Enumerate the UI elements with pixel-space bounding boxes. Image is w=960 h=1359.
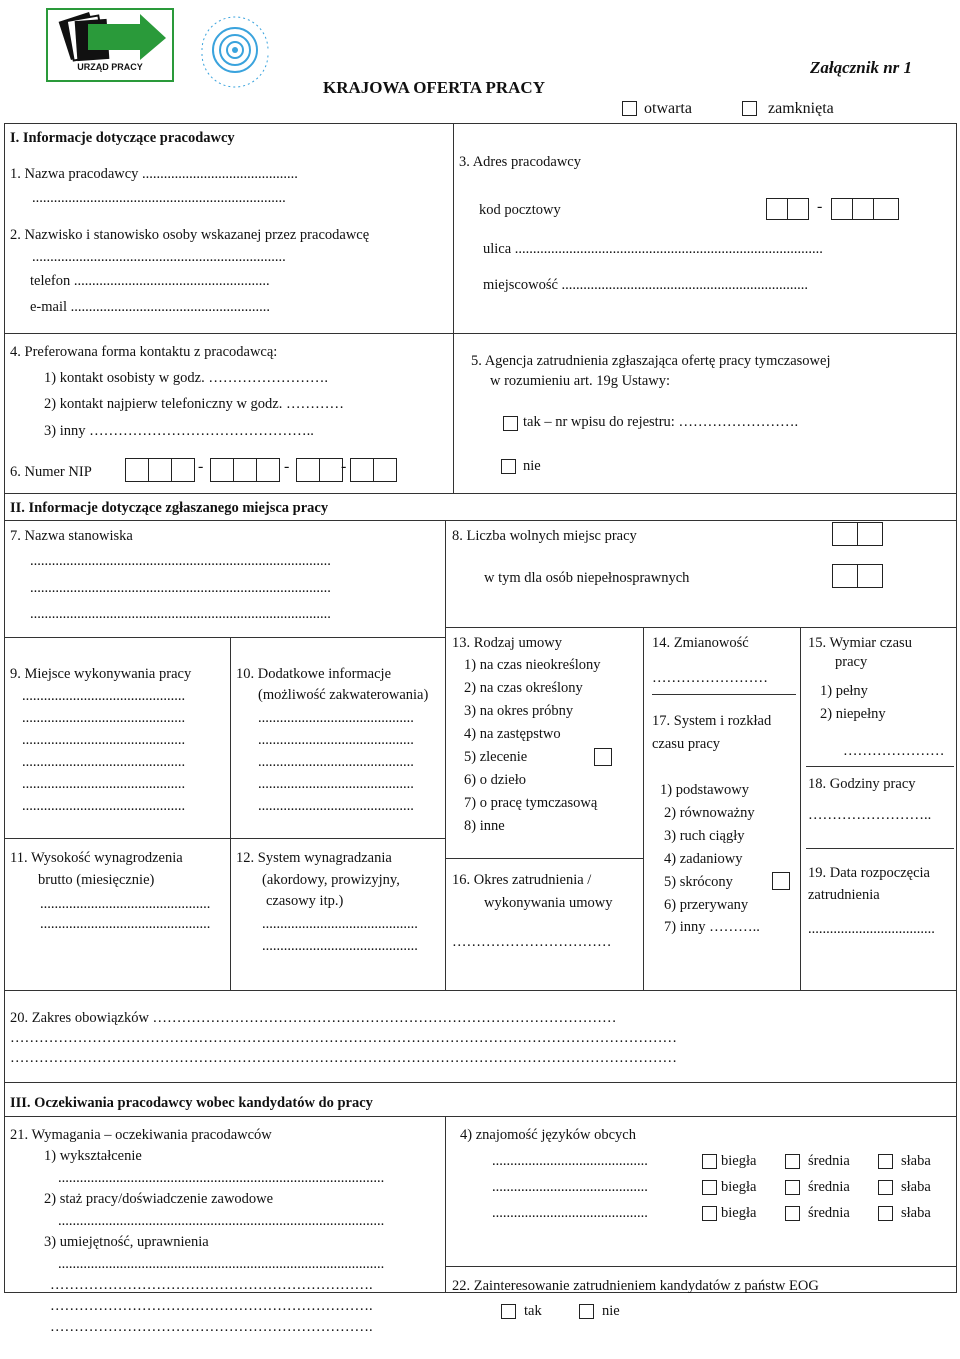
pay-system-label-3: czasowy itp.): [266, 893, 344, 909]
seal-spiral-icon: [190, 10, 280, 90]
schedule-label-2: czasu pracy: [652, 736, 721, 752]
phone-field[interactable]: telefon ......................................................: [30, 273, 270, 289]
employment-period-label: 16. Okres zatrudnienia /: [452, 872, 592, 888]
rule-s1a: [4, 333, 956, 334]
divider-14-15: [800, 627, 801, 990]
nip-digit-2[interactable]: [148, 458, 172, 482]
nip-label: 6. Numer NIP: [10, 464, 92, 480]
position-line-2[interactable]: ...................................................................................: [30, 580, 331, 596]
schedule-option-2[interactable]: 2) równoważny: [664, 805, 755, 821]
postal-digit-3[interactable]: [831, 198, 853, 220]
closed-offer-checkbox[interactable]: [742, 101, 757, 116]
lang-2-fluent-label: biegła: [721, 1179, 757, 1195]
workplace-line-3[interactable]: .............................................: [22, 732, 186, 748]
contract-option-2[interactable]: 2) na czas określony: [464, 680, 583, 696]
eea-yes-checkbox[interactable]: [501, 1304, 516, 1319]
lang-2-weak-label: słaba: [901, 1179, 931, 1195]
work-time-option-1[interactable]: 1) pełny: [820, 683, 868, 699]
rule-s2-head: [4, 520, 956, 521]
schedule-option-1[interactable]: 1) podstawowy: [660, 782, 750, 798]
nip-digit-9[interactable]: [350, 458, 374, 482]
schedule-checkbox[interactable]: [772, 872, 790, 890]
rule-8: [445, 627, 956, 628]
shifts-line[interactable]: ……………………: [652, 670, 768, 686]
rule-20-top: [4, 990, 956, 991]
contact-person-line[interactable]: ......................................................................: [32, 249, 286, 265]
lang-3-fluent-checkbox[interactable]: [702, 1206, 717, 1221]
extra-info-label-2: (możliwość zakwaterowania): [258, 687, 429, 703]
lang-2-weak-checkbox[interactable]: [878, 1180, 893, 1195]
workplace-line-2[interactable]: .............................................: [22, 710, 186, 726]
section-3-heading: III. Oczekiwania pracodawcy wobec kandydatów do pracy: [10, 1095, 373, 1111]
language-row-3-line[interactable]: ...........................................: [492, 1205, 648, 1221]
skills-line-4[interactable]: ………………………………………………………….: [50, 1319, 373, 1335]
skills-line-2[interactable]: ………………………………………………………….: [50, 1277, 373, 1293]
section-2-heading: II. Informacje dotyczące zgłaszanego miejsca pracy: [10, 500, 329, 516]
cazz-seal: [190, 10, 280, 90]
contract-option-7[interactable]: 7) o pracę tymczasową: [464, 795, 598, 811]
vacancies-digit-2[interactable]: [857, 522, 883, 546]
work-hours-line[interactable]: ……………………..: [808, 807, 932, 823]
skills-line-3[interactable]: ………………………………………………………….: [50, 1298, 373, 1314]
attachment-label: Załącznik nr 1: [810, 58, 913, 77]
contact-option-1[interactable]: 1) kontakt osobisty w godz. …………………….: [44, 370, 328, 386]
salary-line-2[interactable]: ...............................................: [40, 916, 211, 932]
nip-digit-5[interactable]: [233, 458, 257, 482]
eea-no-label: nie: [602, 1303, 620, 1319]
pay-system-line-2[interactable]: ...........................................: [262, 938, 418, 954]
nip-digit-8[interactable]: [319, 458, 343, 482]
vacancies-digit-1[interactable]: [832, 522, 858, 546]
lang-1-medium-checkbox[interactable]: [785, 1154, 800, 1169]
lang-3-weak-label: słaba: [901, 1205, 931, 1221]
frame-right: [956, 123, 957, 1293]
agency-no-label: nie: [523, 458, 541, 474]
contract-option-4[interactable]: 4) na zastępstwo: [464, 726, 561, 742]
contract-type-label: 13. Rodzaj umowy: [452, 635, 562, 651]
disabled-vacancies-label: w tym dla osób niepełnosprawnych: [484, 570, 690, 586]
eea-yes-label: tak: [524, 1303, 542, 1319]
education-line[interactable]: ..........................................................................................: [58, 1170, 385, 1186]
lang-2-medium-label: średnia: [808, 1179, 850, 1195]
schedule-option-4[interactable]: 4) zadaniowy: [664, 851, 743, 867]
language-row-2-line[interactable]: ...........................................: [492, 1179, 648, 1195]
lang-2-medium-checkbox[interactable]: [785, 1180, 800, 1195]
contract-option-1[interactable]: 1) na czas nieokreślony: [464, 657, 601, 673]
postal-digit-4[interactable]: [852, 198, 874, 220]
start-date-line[interactable]: ...................................: [808, 921, 935, 937]
workplace-line-5[interactable]: .............................................: [22, 776, 186, 792]
lang-1-weak-checkbox[interactable]: [878, 1154, 893, 1169]
workplace-line-4[interactable]: .............................................: [22, 754, 186, 770]
eea-no-checkbox[interactable]: [579, 1304, 594, 1319]
employer-name-label[interactable]: 1. Nazwa pracodawcy ...........................................: [10, 166, 298, 182]
duties-label[interactable]: 20. Zakres obowiązków ……………………………………………………………………………………: [10, 1010, 617, 1026]
schedule-option-7[interactable]: 7) inny ………..: [664, 919, 760, 935]
work-time-label-2: pracy: [835, 654, 868, 670]
education-label: 1) wykształcenie: [44, 1148, 142, 1164]
lang-2-fluent-checkbox[interactable]: [702, 1180, 717, 1195]
salary-label: 11. Wysokość wynagrodzenia: [10, 850, 183, 866]
extra-info-line-1[interactable]: ...........................................: [258, 710, 414, 726]
agency-yes-checkbox[interactable]: [503, 416, 518, 431]
section-1-heading: I. Informacje dotyczące pracodawcy: [10, 130, 235, 146]
work-time-option-2[interactable]: 2) niepełny: [820, 706, 886, 722]
extra-info-line-3[interactable]: ...........................................: [258, 754, 414, 770]
work-hours-label: 18. Godziny pracy: [808, 776, 916, 792]
logo-arrow-icon: [48, 10, 172, 62]
nip-digit-6[interactable]: [256, 458, 280, 482]
lang-1-fluent-checkbox[interactable]: [702, 1154, 717, 1169]
postal-digit-5[interactable]: [873, 198, 899, 220]
contact-option-2[interactable]: 2) kontakt najpierw telefoniczny w godz. …………: [44, 396, 344, 412]
duties-line-1[interactable]: …………………………………………………………………………………………………………………………: [10, 1030, 677, 1046]
rule-7: [4, 637, 445, 638]
open-offer-label: otwarta: [644, 100, 692, 117]
extra-info-line-5[interactable]: ...........................................: [258, 798, 414, 814]
nip-digit-4[interactable]: [210, 458, 234, 482]
work-time-line[interactable]: …………………: [843, 743, 945, 759]
rule-15-18: [806, 766, 954, 767]
closed-offer-label: zamknięta: [768, 100, 834, 117]
open-offer-checkbox[interactable]: [622, 101, 637, 116]
city-field[interactable]: miejscowość ....................................................................: [483, 277, 809, 293]
requirements-label: 21. Wymagania – oczekiwania pracodawców: [10, 1127, 272, 1143]
agency-yes-label[interactable]: tak – nr wpisu do rejestru: …………………….: [523, 414, 799, 430]
employer-address-label: 3. Adres pracodawcy: [459, 154, 581, 170]
position-line-3[interactable]: ...................................................................................: [30, 606, 331, 622]
salary-label-2: brutto (miesięcznie): [38, 872, 155, 888]
frame-left: [4, 123, 5, 1293]
contract-option-5[interactable]: 5) zlecenie: [464, 749, 528, 765]
urzad-pracy-logo: [46, 8, 174, 82]
nip-digit-10[interactable]: [373, 458, 397, 482]
rule-header: [4, 123, 956, 124]
rule-13-16: [445, 858, 643, 859]
postal-digit-1[interactable]: [766, 198, 788, 220]
contract-type-checkbox[interactable]: [594, 748, 612, 766]
shifts-label: 14. Zmianowość: [652, 635, 749, 651]
street-field[interactable]: ulica .....................................................................................: [483, 241, 823, 257]
rule-22: [445, 1266, 956, 1267]
start-date-label-2: zatrudnienia: [808, 887, 880, 903]
language-row-1-line[interactable]: ...........................................: [492, 1153, 648, 1169]
position-name-label: 7. Nazwa stanowiska: [10, 528, 133, 544]
contact-form-label: 4. Preferowana forma kontaktu z pracodawcą:: [10, 344, 278, 360]
workplace-line-1[interactable]: .............................................: [22, 688, 186, 704]
schedule-option-3[interactable]: 3) ruch ciągły: [664, 828, 745, 844]
work-time-label: 15. Wymiar czasu: [808, 635, 912, 651]
extra-info-line-2[interactable]: ...........................................: [258, 732, 414, 748]
extra-info-label: 10. Dodatkowe informacje: [236, 666, 392, 682]
experience-line[interactable]: ..........................................................................................: [58, 1213, 385, 1229]
lang-3-weak-checkbox[interactable]: [878, 1206, 893, 1221]
languages-label: 4) znajomość języków obcych: [460, 1127, 636, 1143]
lang-3-fluent-label: biegła: [721, 1205, 757, 1221]
rule-18-19: [806, 848, 954, 849]
logo-text: URZĄD PRACY: [77, 62, 143, 72]
contract-option-6[interactable]: 6) o dzieło: [464, 772, 527, 788]
employment-period-line[interactable]: ……………………………: [452, 934, 612, 950]
rule-14-17: [652, 694, 796, 695]
skills-label: 3) umiejętność, uprawnienia: [44, 1234, 209, 1250]
contact-person-label: 2. Nazwisko i stanowisko osoby wskazanej przez pracodawcę: [10, 227, 370, 243]
contact-option-3[interactable]: 3) inny ………………………………………..: [44, 423, 314, 439]
agency-label-2: w rozumieniu art. 19g Ustawy:: [490, 373, 671, 389]
divider-s1: [453, 123, 454, 493]
disabled-digit-1[interactable]: [832, 564, 858, 588]
nip-dash-3: -: [341, 458, 347, 475]
schedule-option-6[interactable]: 6) przerywany: [664, 897, 749, 913]
position-line-1[interactable]: ...................................................................................: [30, 553, 331, 569]
lang-3-medium-checkbox[interactable]: [785, 1206, 800, 1221]
pay-system-line-1[interactable]: ...........................................: [262, 916, 418, 932]
pay-system-label-2: (akordowy, prowizyjny,: [262, 872, 400, 888]
salary-line-1[interactable]: ...............................................: [40, 896, 211, 912]
extra-info-line-4[interactable]: ...........................................: [258, 776, 414, 792]
rule-9-11: [4, 838, 445, 839]
nip-digit-3[interactable]: [171, 458, 195, 482]
divider-13-14: [643, 627, 644, 990]
workplace-line-6[interactable]: .............................................: [22, 798, 186, 814]
start-date-label: 19. Data rozpoczęcia: [808, 865, 930, 881]
postal-digit-2[interactable]: [787, 198, 809, 220]
nip-dash-2: -: [284, 458, 290, 475]
lang-1-weak-label: słaba: [901, 1153, 931, 1169]
contract-option-3[interactable]: 3) na okres próbny: [464, 703, 574, 719]
agency-label: 5. Agencja zatrudnienia zgłaszająca ofertę pracy tymczasowej: [471, 353, 831, 369]
agency-no-checkbox[interactable]: [501, 459, 516, 474]
rule-20-bottom: [4, 1082, 956, 1083]
skills-line-1[interactable]: ..........................................................................................: [58, 1256, 385, 1272]
nip-digit-1[interactable]: [125, 458, 149, 482]
pay-system-label: 12. System wynagradzania: [236, 850, 392, 866]
schedule-option-5[interactable]: 5) skrócony: [664, 874, 733, 890]
schedule-label: 17. System i rozkład: [652, 713, 772, 729]
disabled-digit-2[interactable]: [857, 564, 883, 588]
email-field[interactable]: e-mail .......................................................: [30, 299, 271, 315]
vacancies-label: 8. Liczba wolnych miejsc pracy: [452, 528, 637, 544]
lang-1-fluent-label: biegła: [721, 1153, 757, 1169]
workplace-label: 9. Miejsce wykonywania pracy: [10, 666, 192, 682]
nip-digit-7[interactable]: [296, 458, 320, 482]
employment-period-label-2: wykonywania umowy: [484, 895, 613, 911]
nip-dash-1: -: [198, 458, 204, 475]
eea-interest-label: 22. Zainteresowanie zatrudnieniem kandydatów z państw EOG: [452, 1278, 819, 1294]
form-title: KRAJOWA OFERTA PRACY: [323, 78, 545, 97]
postal-code-label: kod pocztowy: [479, 202, 561, 218]
postal-dash: -: [817, 198, 823, 215]
rule-s3-head: [4, 1116, 956, 1117]
duties-line-2[interactable]: …………………………………………………………………………………………………………………………: [10, 1050, 677, 1066]
divider-9-10: [230, 637, 231, 990]
lang-3-medium-label: średnia: [808, 1205, 850, 1221]
divider-s2: [445, 520, 446, 990]
lang-1-medium-label: średnia: [808, 1153, 850, 1169]
rule-s1b: [4, 493, 956, 494]
contract-option-8[interactable]: 8) inne: [464, 818, 505, 834]
employer-name-line[interactable]: ......................................................................: [32, 190, 286, 206]
experience-label: 2) staż pracy/doświadczenie zawodowe: [44, 1191, 274, 1207]
